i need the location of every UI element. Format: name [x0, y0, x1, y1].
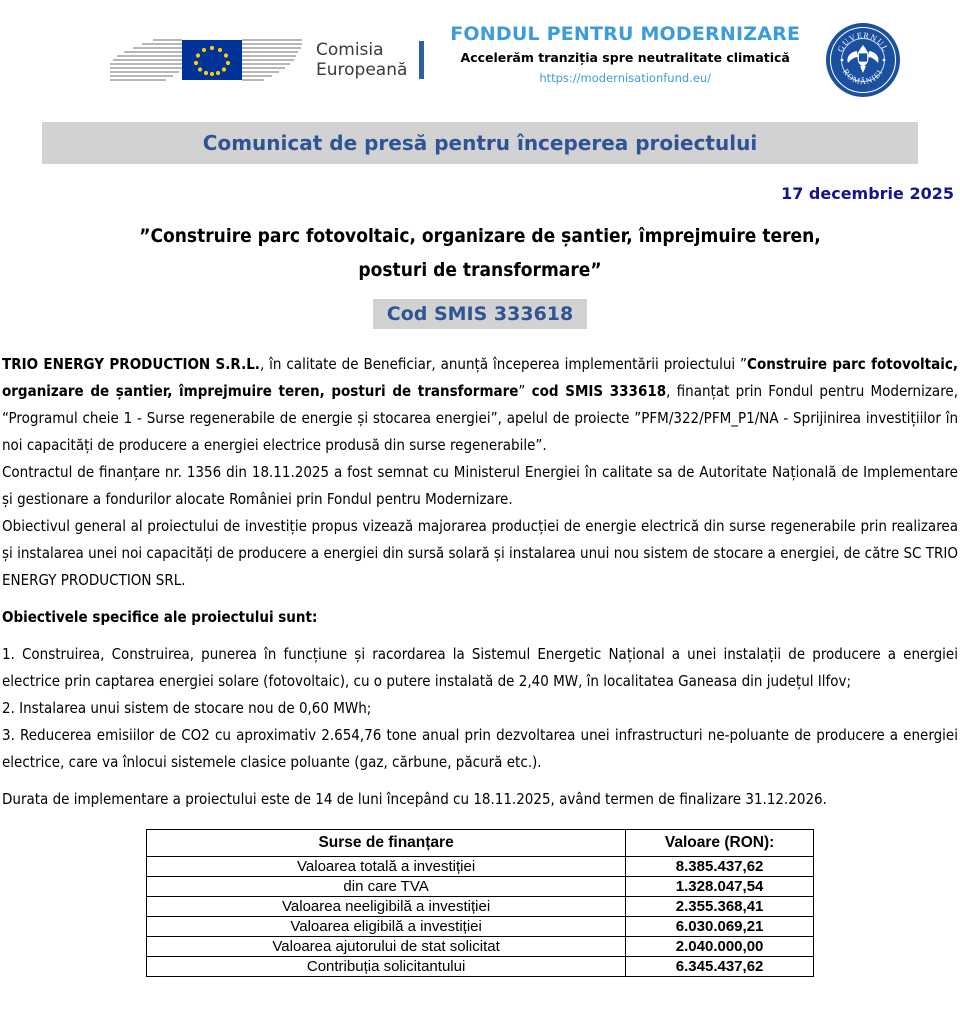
document-body — [2, 351, 958, 813]
cell-source-label: Contribuția solicitantului — [147, 957, 626, 977]
eu-logo-text — [316, 40, 407, 80]
svg-text:ROMÂNIEI: ROMÂNIEI — [841, 67, 885, 87]
smis-badge-container — [0, 299, 960, 329]
table-row — [147, 857, 814, 877]
objective-item-2: 2. Instalarea unui sistem de stocare nou de 0,60 MWh; — [2, 699, 372, 717]
eu-logo-wing-left — [110, 31, 182, 89]
modernisation-fund-title: FONDUL PENTRU MODERNIZARE — [450, 23, 801, 45]
cell-source-label: Valoarea eligibilă a investiției — [147, 917, 626, 937]
paragraph-beneficiary: TRIO ENERGY PRODUCTION S.R.L., în calitate de Beneficiar, anunță începerea implementării proiectului ”Construire parc fotovoltaic, organizare de șantier, împrejmuire teren, posturi de transformare” cod SMIS 333618, finanțat prin Fondul pentru Modernizare, “Programul cheie 1 - Surse regenerabile de energie și stocarea energiei”, apelul de proiecte ”PFM/322/PFM_P1/NA - Sprijinirea investițiilor în noi capacități de producere a energiei electrice produsă din surse regenerabile”. — [2, 355, 959, 454]
eu-logo-accent-bar — [419, 41, 424, 79]
eu-logo-text-line1: Comisia — [316, 40, 384, 60]
european-commission-logo — [110, 29, 424, 91]
cell-value-ron: 2.355.368,41 — [626, 897, 814, 917]
finance-table-body — [147, 857, 814, 977]
table-row — [147, 957, 814, 977]
column-header-source: Surse de finanțare — [147, 830, 626, 857]
project-title: ”Construire parc fotovoltaic, organizare de șantier, împrejmuire teren, posturi de transformare” — [139, 225, 821, 281]
eu-logo-text-line2: Europeană — [316, 60, 408, 80]
cell-source-label: Valoarea ajutorului de stat solicitat — [147, 937, 626, 957]
column-header-value: Valoare (RON): — [626, 830, 814, 857]
romanian-government-seal-icon — [826, 23, 900, 97]
eu-flag-icon — [182, 40, 242, 80]
objective-item-3: 3. Reducerea emisiilor de CO2 cu aproximativ 2.654,76 tone anual prin dezvoltarea unei infrastructuri ne-poluante de producere a energiei electrice, care va înlocui sistemele clasice poluante (gaz, cărbune, păcură etc.). — [2, 726, 958, 771]
modernisation-fund-subtitle: Accelerăm tranziția spre neutralitate climatică — [460, 50, 790, 65]
cell-source-label: Valoarea neeligibilă a investiției — [147, 897, 626, 917]
cell-value-ron: 2.040.000,00 — [626, 937, 814, 957]
modernisation-fund-url[interactable]: https://modernisationfund.eu/ — [539, 71, 712, 85]
smis-code-badge: Cod SMIS 333618 — [373, 299, 588, 329]
paragraph-general-objective: Obiectivul general al proiectului de investiție propus vizează majorarea producției de energie electrică din surse regenerabile prin realizarea și instalarea unei noi capacități de producere a energiei din sursă solară și instalarea unui nou sistem de stocare a energiei, de către SC TRIO ENERGY PRODUCTION SRL. — [2, 517, 958, 589]
table-row — [147, 877, 814, 897]
table-row — [147, 897, 814, 917]
publication-date: 17 decembrie 2025 — [781, 184, 954, 203]
paragraph-contract: Contractul de finanțare nr. 1356 din 18.11.2025 a fost semnat cu Ministerul Energiei în calitate sa de Autoritate Națională de Implementare și gestionare a fondurilor alocate României prin Fondul pentru Modernizare. — [2, 463, 958, 508]
cell-value-ron: 6.030.069,21 — [626, 917, 814, 937]
press-release-banner — [42, 122, 918, 164]
finance-table — [146, 829, 814, 977]
table-header-row — [147, 830, 814, 857]
cell-value-ron: 8.385.437,62 — [626, 857, 814, 877]
cell-source-label: din care TVA — [147, 877, 626, 897]
table-row — [147, 937, 814, 957]
document-header — [0, 0, 960, 112]
paragraph-duration: Durata de implementare a proiectului este de 14 de luni începând cu 18.11.2025, având termen de finalizare 31.12.2026. — [2, 790, 827, 808]
table-row — [147, 917, 814, 937]
cell-source-label: Valoarea totală a investiției — [147, 857, 626, 877]
svg-text:GUVERNUL: GUVERNUL — [835, 30, 891, 54]
eu-logo-wing-right — [242, 31, 302, 89]
objectives-heading: Obiectivele specifice ale proiectului sunt: — [2, 608, 318, 626]
objective-item-1: 1. Construirea, Construirea, punerea în funcțiune și racordarea la Sistemul Energetic Național a unei instalații de producere a energiei electrice prin captarea energiei solare (fotovoltaic), cu o putere instalată de 2,40 MW, în localitatea Ganeasa din județul Ilfov; — [2, 645, 958, 690]
cell-value-ron: 1.328.047,54 — [626, 877, 814, 897]
banner-title: Comunicat de presă pentru începerea proiectului — [202, 131, 758, 155]
cell-value-ron: 6.345.437,62 — [626, 957, 814, 977]
finance-table-container — [0, 829, 960, 977]
modernisation-fund-block — [450, 23, 800, 85]
